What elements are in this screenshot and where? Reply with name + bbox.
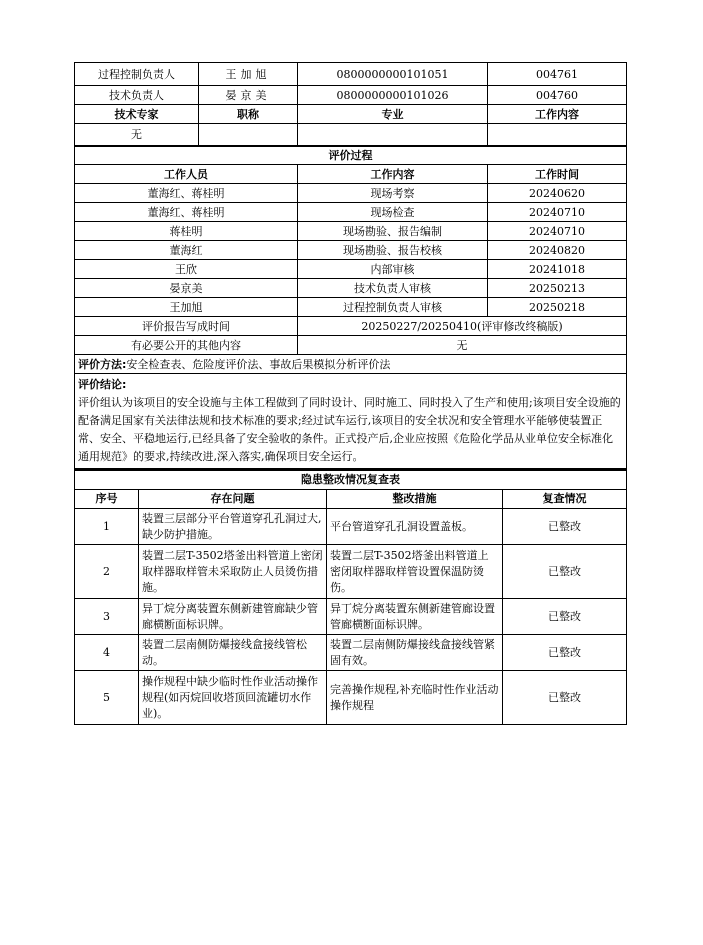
process-row — [75, 203, 627, 222]
rectification-row — [75, 671, 627, 725]
process-row — [75, 298, 627, 317]
cert-cell: 0800000000101051 — [298, 63, 488, 86]
staff-cell: 晏京美 — [75, 279, 298, 298]
cert-cell: 0800000000101026 — [298, 86, 488, 105]
date-cell: 20250218 — [488, 298, 627, 317]
measure-cell: 装置二层南侧防爆接线盒接线管紧固有效。 — [327, 635, 503, 671]
expert-cell — [488, 124, 627, 146]
measure-cell: 完善操作规程,补充临时性作业活动操作规程 — [327, 671, 503, 725]
work-cell: 现场勘验、报告校核 — [298, 241, 488, 260]
report-time-label: 评价报告写成时间 — [75, 317, 298, 336]
name-cell: 晏京美 — [199, 86, 298, 105]
row-number: 5 — [75, 671, 139, 725]
conclusion-cell — [75, 374, 627, 469]
code-cell: 004760 — [488, 86, 627, 105]
row-number: 2 — [75, 545, 139, 599]
header-cell: 存在问题 — [139, 490, 327, 509]
report-time-value: 20250227/20250410(评审修改终稿版) — [298, 317, 627, 336]
name-cell: 王加旭 — [199, 63, 298, 86]
status-cell: 已整改 — [503, 635, 627, 671]
personnel-row — [75, 63, 627, 86]
measure-cell: 异丁烷分离装置东侧新建管廊设置管廊横断面标识牌。 — [327, 599, 503, 635]
expert-cell — [298, 124, 488, 146]
personnel-row — [75, 86, 627, 105]
date-cell: 20240620 — [488, 184, 627, 203]
header-cell: 整改措施 — [327, 490, 503, 509]
staff-cell: 董海红 — [75, 241, 298, 260]
issue-cell: 装置三层部分平台管道穿孔孔洞过大,缺少防护措施。 — [139, 509, 327, 545]
staff-cell: 王欣 — [75, 260, 298, 279]
disclosure-label: 有必要公开的其他内容 — [75, 336, 298, 355]
header-cell: 专业 — [298, 105, 488, 124]
code-cell: 004761 — [488, 63, 627, 86]
rectification-title-row — [75, 470, 627, 490]
status-cell: 已整改 — [503, 545, 627, 599]
experts-header-row — [75, 105, 627, 124]
header-cell: 职称 — [199, 105, 298, 124]
status-cell: 已整改 — [503, 671, 627, 725]
work-cell: 技术负责人审核 — [298, 279, 488, 298]
date-cell: 20250213 — [488, 279, 627, 298]
rectification-row — [75, 509, 627, 545]
header-cell: 工作时间 — [488, 165, 627, 184]
methods-cell — [75, 355, 627, 374]
disclosure-value: 无 — [298, 336, 627, 355]
header-cell: 技术专家 — [75, 105, 199, 124]
evaluation-table — [74, 62, 627, 469]
date-cell: 20240820 — [488, 241, 627, 260]
disclosure-row — [75, 336, 627, 355]
row-number: 4 — [75, 635, 139, 671]
measure-cell: 装置二层T-3502塔釜出料管道上密闭取样器取样管设置保温防烫伤。 — [327, 545, 503, 599]
conclusion-row — [75, 374, 627, 469]
header-cell: 工作人员 — [75, 165, 298, 184]
work-cell: 现场检查 — [298, 203, 488, 222]
header-cell: 工作内容 — [488, 105, 627, 124]
rectification-table — [74, 469, 627, 725]
methods-label: 评价方法: — [78, 357, 127, 371]
staff-cell: 蒋桂明 — [75, 222, 298, 241]
experts-row — [75, 124, 627, 146]
rectification-row — [75, 599, 627, 635]
measure-cell: 平台管道穿孔孔洞设置盖板。 — [327, 509, 503, 545]
issue-cell: 操作规程中缺少临时性作业活动操作规程(如丙烷回收塔顶回流罐切水作业)。 — [139, 671, 327, 725]
staff-cell: 董海红、蒋桂明 — [75, 184, 298, 203]
date-cell: 20240710 — [488, 203, 627, 222]
report-page — [74, 62, 626, 725]
process-title-row — [75, 146, 627, 165]
expert-cell: 无 — [75, 124, 199, 146]
process-row — [75, 241, 627, 260]
rectification-row — [75, 635, 627, 671]
status-cell: 已整改 — [503, 509, 627, 545]
work-cell: 现场考察 — [298, 184, 488, 203]
issue-cell: 异丁烷分离装置东侧新建管廊缺少管廊横断面标识牌。 — [139, 599, 327, 635]
status-cell: 已整改 — [503, 599, 627, 635]
header-cell: 序号 — [75, 490, 139, 509]
header-cell: 工作内容 — [298, 165, 488, 184]
conclusion-label: 评价结论: — [78, 378, 127, 391]
section-title: 评价过程 — [75, 146, 627, 165]
report-time-row — [75, 317, 627, 336]
header-cell: 复查情况 — [503, 490, 627, 509]
methods-row — [75, 355, 627, 374]
work-cell: 内部审核 — [298, 260, 488, 279]
role-cell: 过程控制负责人 — [75, 63, 199, 86]
methods-value: 安全检查表、危险度评价法、事故后果模拟分析评价法 — [126, 357, 391, 371]
process-row — [75, 184, 627, 203]
staff-cell: 董海红、蒋桂明 — [75, 203, 298, 222]
process-row — [75, 222, 627, 241]
work-cell: 现场勘验、报告编制 — [298, 222, 488, 241]
row-number: 1 — [75, 509, 139, 545]
section-title: 隐患整改情况复查表 — [75, 470, 627, 490]
expert-cell — [199, 124, 298, 146]
issue-cell: 装置二层南侧防爆接线盒接线管松动。 — [139, 635, 327, 671]
process-header-row — [75, 165, 627, 184]
staff-cell: 王加旭 — [75, 298, 298, 317]
role-cell: 技术负责人 — [75, 86, 199, 105]
rectification-header-row — [75, 490, 627, 509]
work-cell: 过程控制负责人审核 — [298, 298, 488, 317]
date-cell: 20241018 — [488, 260, 627, 279]
issue-cell: 装置二层T-3502塔釜出料管道上密闭取样器取样管未采取防止人员烫伤措施。 — [139, 545, 327, 599]
row-number: 3 — [75, 599, 139, 635]
conclusion-text: 评价组认为该项目的安全设施与主体工程做到了同时设计、同时施工、同时投入了生产和使用;该项目安全设施的配备满足国家有关法律法规和技术标准的要求;经过试车运行,该项目的安全状况和安全管理水平能够使装置正常、安全、平稳地运行,已经具备了安全验收的条件。正式投产后,企业应按照《危险化学品从业单位安全标准化通用规范》的要求,持续改进,深入落实,确保项目安全运行。 — [78, 396, 621, 463]
rectification-row — [75, 545, 627, 599]
date-cell: 20240710 — [488, 222, 627, 241]
process-row — [75, 260, 627, 279]
process-row — [75, 279, 627, 298]
